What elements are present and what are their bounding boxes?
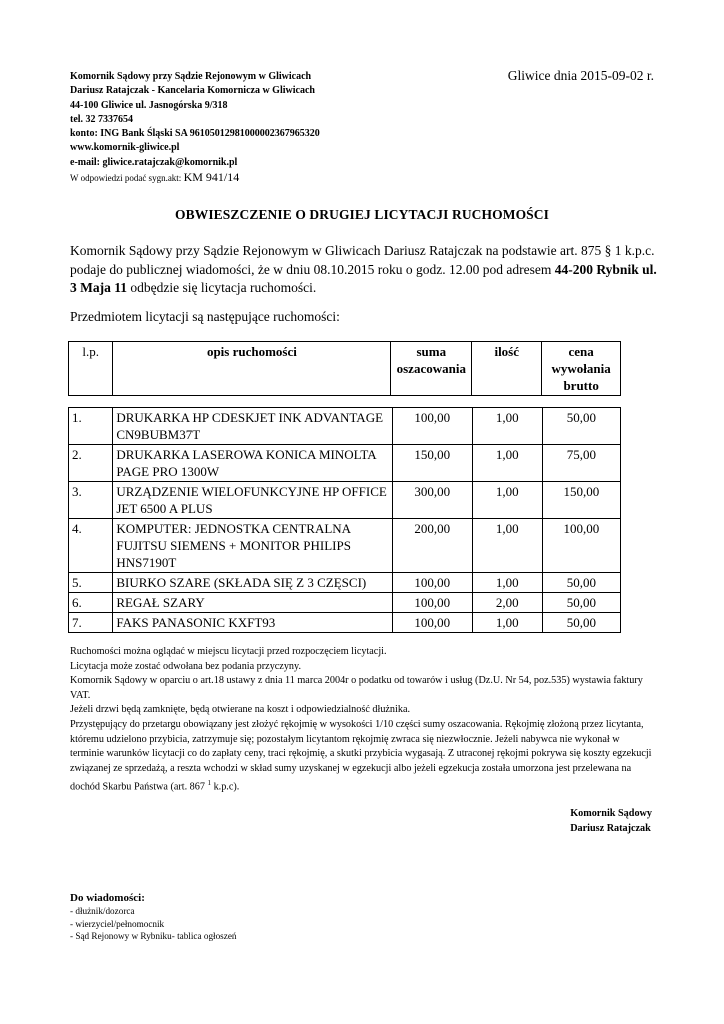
cell-price: 50,00 [542,593,620,613]
intro-paragraph [70,242,660,298]
cell-valuation: 100,00 [392,408,472,445]
table-row [69,445,621,482]
page-title: OBWIESZCZENIE O DRUGIEJ LICYTACJI RUCHOMOŚCI [175,207,549,222]
note-paragraph: Ruchomości można oglądać w miejscu licytacji przed rozpoczęciem licytacji. [70,646,387,657]
cell-quantity: 2,00 [472,593,542,613]
cell-price: 50,00 [542,573,620,593]
cell-description: URZĄDZENIE WIELOFUNKCYJNE HP OFFICE JET 6500 A PLUS [113,482,392,519]
cell-lp: 4. [69,519,113,573]
case-reference-label: W odpowiedzi podać sygn.akt: [70,173,182,184]
column-header-price: cena wywołania brutto [542,342,621,396]
intro-text-end: odbędzie się licytacja ruchomości. [127,280,317,295]
note-paragraph: Licytacja może zostać odwołana bez podania przyczyny. [70,660,301,672]
auction-notes [70,645,654,795]
cell-quantity: 1,00 [472,482,542,519]
cell-lp: 2. [69,445,113,482]
cell-price: 50,00 [542,613,620,633]
cell-quantity: 1,00 [472,519,542,573]
case-reference [70,170,320,185]
table-row [69,519,621,573]
intro-text: Komornik Sądowy przy Sądzie Rejonowym w Gliwicach Dariusz Ratajczak na podstawie art. 875 § 1 k.p.c. podaje do publicznej wiadomości, że w dniu 08.10.2015 roku o godz. 12.00 pod adresem [70,243,655,277]
distribution-item: - Sąd Rejonowy w Rybniku- tablica ogłoszeń [70,931,237,941]
distribution-item: - dłużnik/dozorca [70,906,135,916]
column-header-valuation: suma oszacowania [391,342,472,396]
cell-quantity: 1,00 [472,445,542,482]
cell-description: DRUKARKA HP CDESKJET INK ADVANTAGE CN9BUBM37T [113,408,392,445]
letterhead-line: 44-100 Gliwice ul. Jasnogórska 9/318 [70,99,228,111]
letterhead-line: konto: ING Bank Śląski SA 96105012981000002367965320 [70,128,320,140]
cell-valuation: 200,00 [392,519,472,573]
deposit-text-end: k.p.c). [211,781,240,793]
letterhead-line: e-mail: gliwice.ratajczak@komornik.pl [70,156,238,168]
cell-valuation: 150,00 [392,445,472,482]
distribution-item: - wierzyciel/pełnomocnik [70,918,165,929]
letterhead-line: www.komornik-gliwice.pl [70,142,180,154]
table-row [69,593,621,613]
distribution-title: Do wiadomości: [70,892,145,904]
column-header-quantity: ilość [472,342,542,396]
table-row [69,613,621,633]
letterhead-line: Dariusz Ratajczak - Kancelaria Komornicza w Gliwicach [70,85,315,97]
cell-lp: 7. [69,613,113,633]
cell-quantity: 1,00 [472,408,542,445]
note-paragraph: Komornik Sądowy w oparciu o art.18 ustawy z dnia 11 marca 2004r o podatku od towarów i usług (Dz.U. Nr 54, poz.535) wystawia faktury VAT. [70,675,643,701]
cell-price: 50,00 [542,408,620,445]
deposit-text: Przystępujący do przetargu obowiązany jest złożyć rękojmię w wysokości 1/10 części sumy oszacowania. Rękojmię złożoną przez licytanta, któremu udzielono przybicia, zatrzymuje się; pozostałym licytantom rękojmię zwraca się niezwłocznie. Jeżeli nabywca nie wykonał w terminie warunków licytacji co do zapłaty ceny, traci rękojmię, a skutki przybicia wygasają. Z utraconej rękojmi pokrywa się koszty egzekucji związanej ze sprzedażą, a reszta wchodzi w skład sumy uzyskanej w egzekucji albo jeżeli egzekucja została umorzona jest przelewana na dochód Skarbu Państwa (art. 867 [70,718,652,793]
auction-address: 44-200 Rybnik ul. 3 Maja 11 [70,261,657,295]
signature-block [570,806,652,836]
cell-description: FAKS PANASONIC KXFT93 [113,613,392,633]
cell-quantity: 1,00 [472,573,542,593]
distribution-list [70,891,237,943]
cell-price: 100,00 [542,519,620,573]
document-date: Gliwice dnia 2015-09-02 r. [507,68,654,83]
cell-lp: 6. [69,593,113,613]
column-header-lp: l.p. [69,342,113,396]
cell-description: REGAŁ SZARY [113,593,392,613]
letterhead-line: Komornik Sądowy przy Sądzie Rejonowym w Gliwicach [70,71,312,82]
cell-lp: 5. [69,573,113,593]
cell-valuation: 100,00 [392,573,472,593]
cell-valuation: 100,00 [392,593,472,613]
case-reference-value: KM 941/14 [183,170,240,185]
letterhead [70,70,320,185]
column-header-description: opis ruchomości [113,342,391,396]
article-superscript: 1 [207,779,212,788]
cell-description: KOMPUTER: JEDNOSTKA CENTRALNA FUJITSU SIEMENS + MONITOR PHILIPS HNS7190T [113,519,392,573]
items-table-header [68,341,621,396]
cell-description: BIURKO SZARE (SKŁADA SIĘ Z 3 CZĘSCI) [113,573,392,593]
cell-price: 75,00 [542,445,620,482]
cell-lp: 3. [69,482,113,519]
cell-quantity: 1,00 [472,613,542,633]
note-paragraph: Jeżeli drzwi będą zamknięte, będą otwierane na koszt i odpowiedzialność dłużnika. [70,704,411,716]
subject-line: Przedmiotem licytacji są następujące ruchomości: [70,309,340,324]
table-row [69,408,621,445]
signature-name: Dariusz Ratajczak [570,823,651,834]
letterhead-line: tel. 32 7337654 [70,113,134,125]
items-table [68,407,621,633]
table-row [69,482,621,519]
table-row [69,573,621,593]
cell-valuation: 300,00 [392,482,472,519]
cell-price: 150,00 [542,482,620,519]
signature-title: Komornik Sądowy [570,808,652,819]
note-paragraph-deposit [70,718,654,795]
cell-valuation: 100,00 [392,613,472,633]
cell-lp: 1. [69,408,113,445]
cell-description: DRUKARKA LASEROWA KONICA MINOLTA PAGE PRO 1300W [113,445,392,482]
